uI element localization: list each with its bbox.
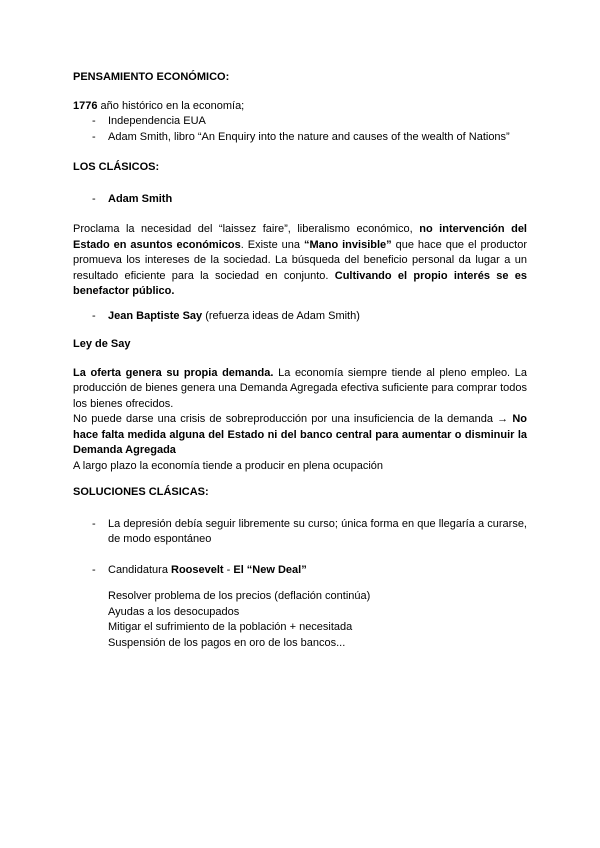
bullet-text: Adam Smith, libro “An Enquiry into the nature and causes of the wealth of Nations” (108, 130, 510, 143)
bullet-adam-smith-book (73, 130, 527, 146)
bullet-text: Independencia EUA (108, 115, 206, 127)
bold-run: Cultivando el propio interés se es benefactor público. (73, 269, 527, 297)
bullet-dash: - (92, 309, 96, 322)
line-largo-plazo: A largo plazo la economía tiende a producir en plena ocupación (73, 459, 384, 472)
text-run: No puede darse una crisis de sobreproducción por una insuficiencia de la demanda → (73, 413, 513, 425)
bold-run: Jean Baptiste Say (108, 309, 203, 322)
bullet-dash: - (92, 130, 96, 143)
paragraph-oferta (73, 366, 527, 413)
bold-run: La oferta genera su propia demanda. (73, 366, 274, 379)
bold-run: El “New Deal” (233, 563, 307, 576)
text-run: (refuerza ideas de Adam Smith) (202, 309, 360, 322)
bold-run: “Mano invisible” (303, 238, 392, 251)
intro-text: año histórico en la economía; (97, 99, 245, 112)
bullet-jean-baptiste-say (73, 309, 527, 325)
newdeal-item-ayudas: Ayudas a los desocupados (108, 605, 240, 618)
year-highlight: 1776 (73, 99, 98, 112)
text-run: Proclama la necesidad del “laissez faire”, liberalismo económico, (73, 223, 420, 235)
bullet-dash: - (92, 192, 96, 205)
document-title: PENSAMIENTO ECONÓMICO: (73, 71, 230, 83)
text-run: - (223, 563, 234, 576)
bullet-candidatura-roosevelt (73, 563, 527, 579)
text-run: . Existe una (240, 238, 304, 251)
newdeal-item-mitigar: Mitigar el sufrimiento de la población + necesitada (108, 621, 353, 633)
bold-run: no intervención del Estado en asuntos económicos (73, 223, 527, 251)
heading-los-clasicos: LOS CLÁSICOS: (73, 161, 160, 173)
paragraph-crisis (73, 412, 527, 459)
bullet-text: La depresión debía seguir libremente su curso; única forma en que llegaría a curarse, de modo espontáneo (108, 517, 527, 545)
bold-run: No hace falta medida alguna del Estado ni del banco central para aumentar o disminuir la Demanda Agregada (73, 413, 527, 456)
newdeal-item-precios: Resolver problema de los precios (deflación continúa) (108, 590, 371, 602)
heading-ley-de-say: Ley de Say (73, 338, 131, 350)
heading-soluciones-clasicas: SOLUCIONES CLÁSICAS: (73, 486, 209, 498)
bullet-dash: - (92, 115, 96, 127)
bullet-dash: - (92, 517, 96, 530)
bullet-adam-smith (73, 192, 527, 208)
text-run: que hace que el productor promueva los intereses de la sociedad. La búsqueda del beneficio personal da lugar a un resultado eficiente para la sociedad en conjunto. (73, 238, 527, 282)
text-run: La economía siempre tiende al pleno empleo. La producción de bienes genera una Demanda Agregada efectiva suficiente para comprar todos los bienes ofrecidos. (73, 366, 527, 410)
bullet-depresion (73, 517, 527, 548)
bullet-independencia (73, 114, 527, 130)
bullet-dash: - (92, 563, 96, 576)
bold-run: Roosevelt (171, 563, 224, 576)
bullet-text: Adam Smith (108, 192, 173, 205)
bullet-text (108, 309, 527, 325)
newdeal-item-suspension: Suspensión de los pagos en oro de los bancos... (108, 636, 346, 649)
intro-line (73, 99, 527, 115)
text-run: Candidatura (108, 563, 171, 576)
paragraph-proclama (73, 222, 527, 300)
bullet-text (108, 563, 527, 579)
